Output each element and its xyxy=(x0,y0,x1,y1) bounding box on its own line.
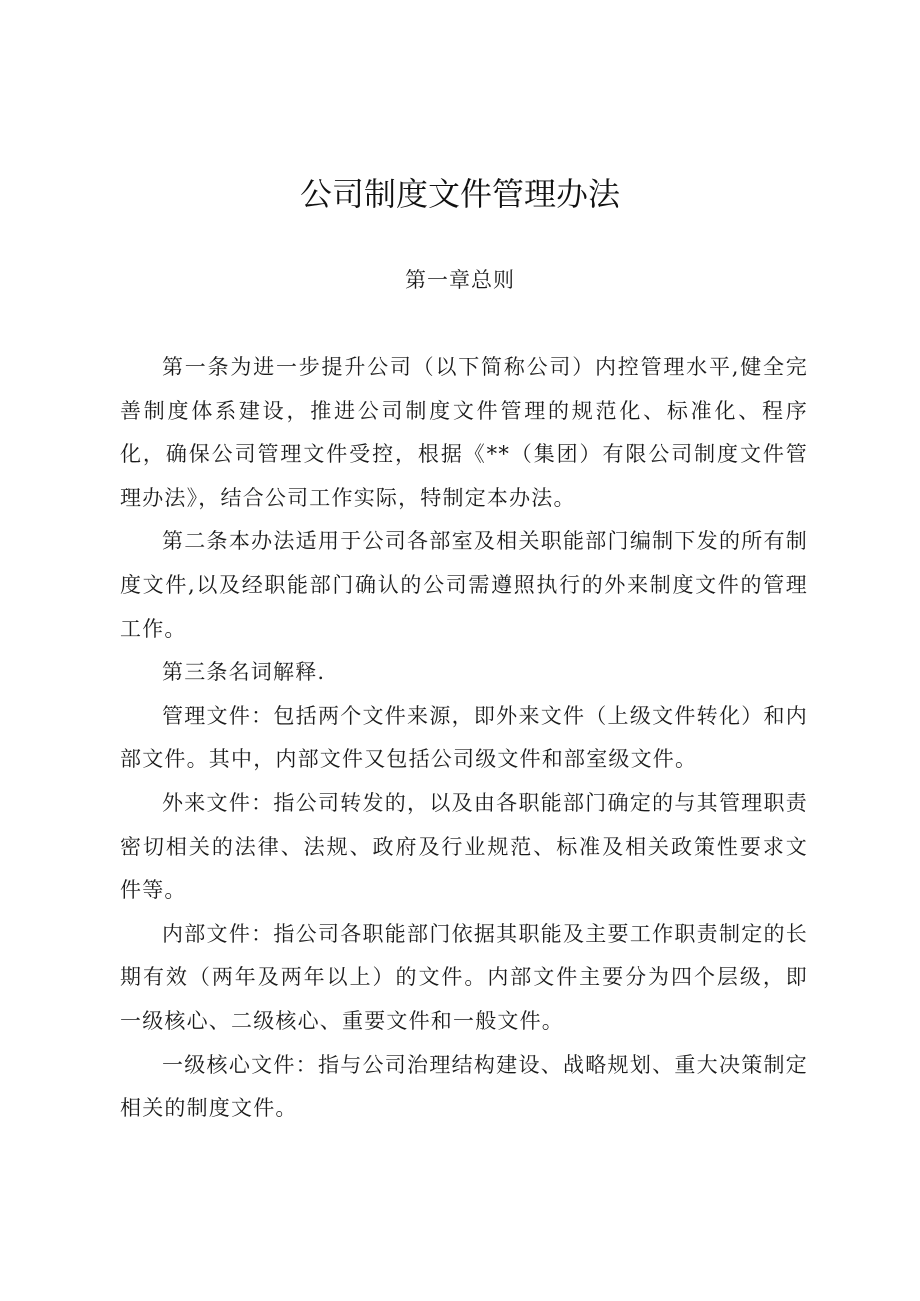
internal-documents-definition: 内部文件：指公司各职能部门依据其职能及主要工作职责制定的长期有效（两年及两年以上）的文件。内部文件主要分为四个层级，即一级核心、二级核心、重要文件和一般文件。 xyxy=(120,921,808,1033)
document-body xyxy=(120,346,808,1131)
article-3-paragraph: 第三条名词解释. xyxy=(162,660,326,685)
document-title: 公司制度文件管理办法 xyxy=(299,175,620,213)
level-one-core-documents-definition: 一级核心文件：指与公司治理结构建设、战略规划、重大决策制定相关的制度文件。 xyxy=(120,1052,808,1121)
article-1-paragraph: 第一条为进一步提升公司（以下简称公司）内控管理水平,健全完善制度体系建设，推进公司制度文件管理的规范化、标准化、程序化，确保公司管理文件受控，根据《**（集团）有限公司制度文件管理办法》，结合公司工作实际，特制定本办法。 xyxy=(120,355,808,510)
external-documents-definition: 外来文件：指公司转发的，以及由各职能部门确定的与其管理职责密切相关的法律、法规、政府及行业规范、标准及相关政策性要求文件等。 xyxy=(120,790,808,903)
chapter-heading: 第一章总则 xyxy=(405,268,515,292)
article-2-paragraph: 第二条本办法适用于公司各部室及相关职能部门编制下发的所有制度文件,以及经职能部门确认的公司需遵照执行的外来制度文件的管理工作。 xyxy=(120,529,808,641)
management-documents-definition: 管理文件：包括两个文件来源，即外来文件（上级文件转化）和内部文件。其中，内部文件又包括公司级文件和部室级文件。 xyxy=(120,703,808,772)
